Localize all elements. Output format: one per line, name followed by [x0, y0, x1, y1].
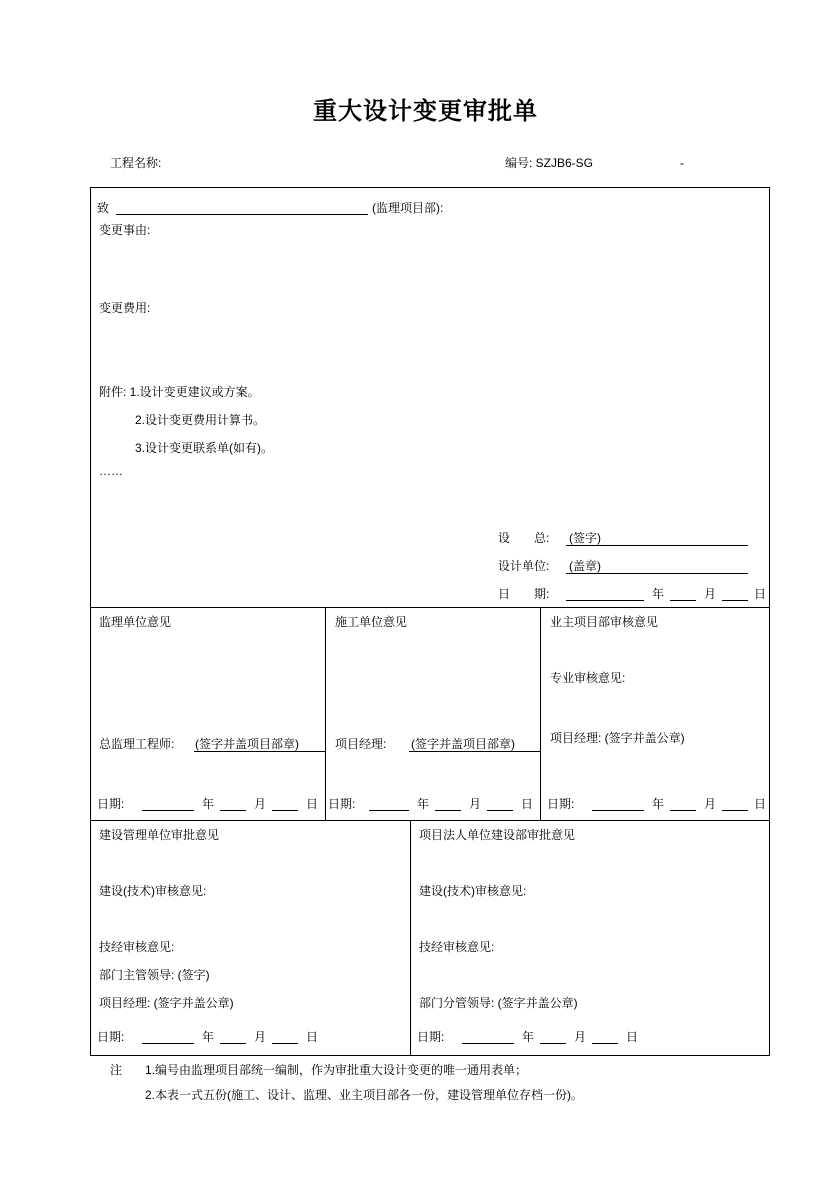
- supervision-sign-field[interactable]: [194, 751, 325, 752]
- day-label: 日: [306, 797, 319, 811]
- management-pm-label: 项目经理: (签字并盖公章): [99, 996, 234, 1010]
- legal-leader-label: 部门分管领导: (签字并盖公章): [419, 996, 578, 1010]
- owner-signer-label: 项目经理: (签字并盖公章): [550, 731, 685, 745]
- divider: [325, 607, 326, 820]
- management-tech-label: 建设(技术)审核意见:: [99, 884, 207, 898]
- year-field[interactable]: [142, 1043, 194, 1044]
- design-unit-field[interactable]: [566, 573, 748, 574]
- divider: [410, 820, 411, 1055]
- day-field[interactable]: [487, 810, 513, 811]
- month-label: 月: [254, 797, 267, 811]
- cost-label: 变更费用:: [99, 301, 151, 315]
- month-label: 月: [469, 797, 482, 811]
- note-2: 2.本表一式五份(施工、设计、监理、业主项目部各一份，建设管理单位存档一份)。: [145, 1088, 584, 1102]
- construction-signer-value: (签字并盖项目部章): [411, 737, 515, 751]
- date-label: 日期:: [97, 1030, 125, 1044]
- construction-signer-label: 项目经理:: [335, 737, 387, 751]
- date-label: 日期:: [417, 1030, 445, 1044]
- legal-title: 项目法人单位建设部审批意见: [419, 828, 576, 842]
- month-field[interactable]: [540, 1043, 566, 1044]
- supervision-title: 监理单位意见: [99, 615, 172, 629]
- to-field[interactable]: [116, 214, 368, 215]
- month-field[interactable]: [220, 810, 246, 811]
- date-label: 日期:: [97, 797, 125, 811]
- attachment-3: 3.设计变更联系单(如有)。: [135, 441, 274, 455]
- date-label: 日 期:: [498, 587, 550, 601]
- day-label: 日: [754, 587, 767, 601]
- month-field[interactable]: [670, 810, 696, 811]
- attachment-more: ……: [99, 464, 123, 478]
- divider: [90, 607, 769, 608]
- divider: [90, 820, 769, 821]
- month-field[interactable]: [670, 600, 696, 601]
- year-field[interactable]: [462, 1043, 514, 1044]
- year-field[interactable]: [369, 810, 409, 811]
- date-label: 日期:: [547, 797, 575, 811]
- management-econ-label: 技经审核意见:: [99, 940, 175, 954]
- year-label: 年: [652, 587, 665, 601]
- month-field[interactable]: [435, 810, 461, 811]
- year-label: 年: [522, 1030, 535, 1044]
- attachment-1: 附件: 1.设计变更建议或方案。: [99, 385, 260, 399]
- legal-econ-label: 技经审核意见:: [419, 940, 495, 954]
- legal-tech-label: 建设(技术)审核意见:: [419, 884, 527, 898]
- month-label: 月: [704, 797, 717, 811]
- design-unit-label: 设计单位:: [498, 559, 550, 573]
- designer-label: 设 总:: [498, 531, 550, 545]
- year-label: 年: [652, 797, 665, 811]
- year-label: 年: [202, 797, 215, 811]
- designer-field[interactable]: [566, 545, 748, 546]
- month-field[interactable]: [220, 1043, 246, 1044]
- design-unit-value: (盖章): [569, 559, 601, 573]
- construction-sign-field[interactable]: [409, 751, 540, 752]
- day-label: 日: [521, 797, 534, 811]
- year-label: 年: [202, 1030, 215, 1044]
- reason-label: 变更事由:: [99, 223, 151, 237]
- date-label: 日期:: [328, 797, 356, 811]
- construction-title: 施工单位意见: [335, 615, 408, 629]
- owner-title: 业主项目部审核意见: [550, 615, 659, 629]
- year-field[interactable]: [592, 810, 644, 811]
- year-label: 年: [417, 797, 430, 811]
- designer-value: (签字): [569, 531, 601, 545]
- notes-label: 注: [110, 1063, 123, 1077]
- note-1: 1.编号由监理项目部统一编制，作为审批重大设计变更的唯一通用表单；: [145, 1063, 528, 1077]
- supervision-signer-value: (签字并盖项目部章): [195, 737, 299, 751]
- day-field[interactable]: [722, 810, 748, 811]
- divider: [540, 607, 541, 820]
- to-suffix: (监理项目部):: [372, 201, 444, 215]
- form-title: 重大设计变更审批单: [313, 98, 538, 125]
- supervision-signer-label: 总监理工程师:: [99, 737, 175, 751]
- month-label: 月: [574, 1030, 587, 1044]
- year-field[interactable]: [566, 600, 644, 601]
- day-field[interactable]: [272, 1043, 298, 1044]
- form-number-suffix: -: [680, 156, 684, 170]
- year-field[interactable]: [142, 810, 194, 811]
- management-dept-label: 部门主管领导: (签字): [99, 968, 210, 982]
- day-field[interactable]: [272, 810, 298, 811]
- day-label: 日: [306, 1030, 319, 1044]
- form-number: 编号: SZJB6-SG: [505, 156, 594, 170]
- day-field[interactable]: [592, 1043, 618, 1044]
- project-name-label: 工程名称:: [110, 156, 162, 170]
- month-label: 月: [704, 587, 717, 601]
- month-label: 月: [254, 1030, 267, 1044]
- day-label: 日: [754, 797, 767, 811]
- day-label: 日: [626, 1030, 639, 1044]
- management-title: 建设管理单位审批意见: [99, 828, 220, 842]
- attachment-2: 2.设计变更费用计算书。: [135, 413, 266, 427]
- to-label: 致: [97, 201, 110, 215]
- day-field[interactable]: [722, 600, 748, 601]
- owner-review-label: 专业审核意见:: [550, 671, 626, 685]
- form-table: [90, 187, 770, 1056]
